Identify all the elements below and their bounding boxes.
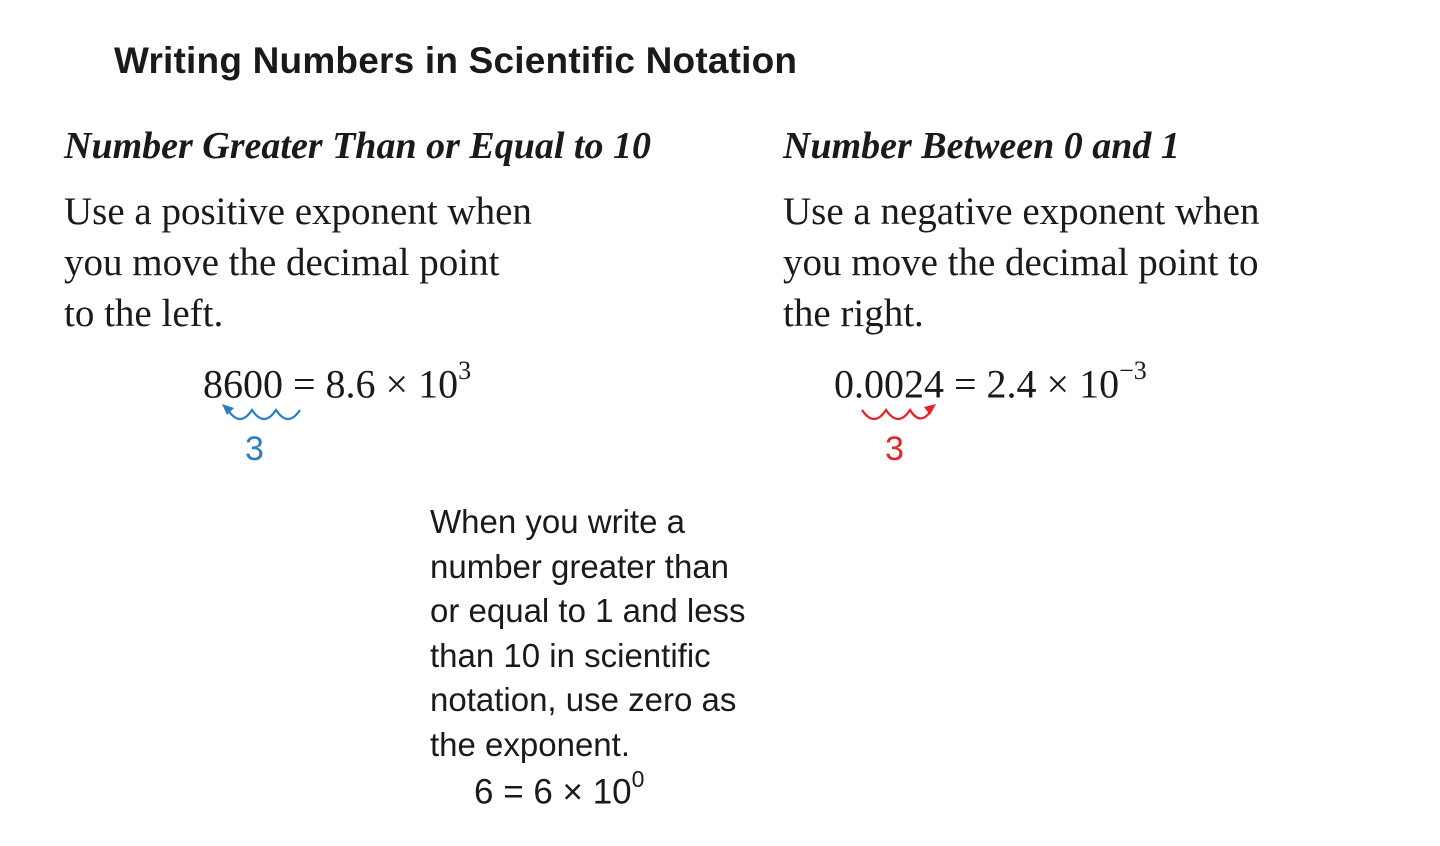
left-text-line: you move the decimal point <box>64 241 500 284</box>
note-equation <box>474 766 645 813</box>
right-text-line: Use a negative exponent when <box>783 190 1260 233</box>
left-places-moved: 3 <box>245 430 264 468</box>
left-column-text <box>64 186 532 339</box>
left-decimal-move-arrow-icon <box>218 400 300 430</box>
right-equation-number: 0.0024 <box>834 361 944 407</box>
note-line: the exponent. <box>430 725 630 763</box>
note-equation-exponent: 0 <box>631 766 645 792</box>
note-line: number greater than <box>430 547 730 585</box>
right-decimal-move-arrow-icon <box>858 400 940 430</box>
left-arrowhead <box>222 404 234 415</box>
left-equation-rest: = 8.6 × 10 <box>283 361 459 407</box>
right-places-moved: 3 <box>885 430 904 468</box>
zero-exponent-note <box>430 500 746 767</box>
note-line: When you write a <box>430 503 685 540</box>
note-equation-lhs: 6 = 6 × 10 <box>474 772 632 812</box>
left-equation-exponent: 3 <box>458 356 472 385</box>
right-equation-exponent: −3 <box>1119 356 1147 385</box>
left-column-heading: Number Greater Than or Equal to 10 <box>64 125 651 167</box>
left-equation-number: 8600 <box>203 361 283 407</box>
note-line: notation, use zero as <box>430 681 737 718</box>
right-text-line: the right. <box>783 292 924 335</box>
right-column-heading: Number Between 0 and 1 <box>783 125 1180 167</box>
right-column-text <box>783 186 1260 339</box>
right-arrowhead <box>924 404 936 415</box>
left-text-line: to the left. <box>64 292 224 335</box>
right-arc-path <box>862 410 930 419</box>
left-text-line: Use a positive exponent when <box>64 190 532 233</box>
right-equation-rest: = 2.4 × 10 <box>944 361 1120 407</box>
note-line: or equal to 1 and less <box>430 592 746 629</box>
right-text-line: you move the decimal point to <box>783 241 1259 284</box>
note-line: than 10 in scientific <box>430 636 711 674</box>
left-arc-path <box>228 410 300 419</box>
page-title: Writing Numbers in Scientific Notation <box>114 40 798 81</box>
